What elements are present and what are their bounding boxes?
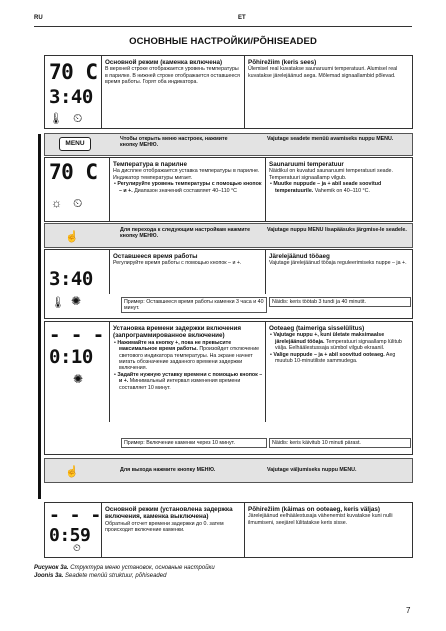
divider xyxy=(244,503,245,557)
ru-heading: Температура в парилне xyxy=(113,161,187,168)
header-rule xyxy=(34,26,412,27)
ru-bullet: Диапазон значений составляет 40–110 °C xyxy=(134,187,237,194)
et-text: Vajutage väljumiseks nuppu MENU. xyxy=(267,467,357,473)
ru-bullet-bold: Регулируйте уровень температуры с помощью кнопок – и +. xyxy=(117,181,262,194)
et-bullet: Temperatuuri signaallamp lülitub välja. Eelhäälestussaja sümbol vilgub ekraanil. xyxy=(275,338,402,352)
ru-bullet-bold: Задайте нужную уставку времени с помощью кнопок – и +. xyxy=(117,371,263,385)
ru-example: Пример: Включение каменки через 10 минут. xyxy=(121,438,267,448)
divider xyxy=(101,503,102,557)
divider xyxy=(265,250,266,294)
ru-text: На дисплее отображается уставка температуры в парилне. Индикатор температуры мигает. xyxy=(113,168,260,181)
step-open-menu xyxy=(44,133,413,156)
ru-text: Регулируйте время работы с помощью кнопок – и +. xyxy=(113,260,242,267)
block-delay-timer: - - - 0:10 ✺ Установка времени задержки включения (запрограммированное включение) • Нажимайте на кнопку +, пока не превысите максимальное время работы. Произойдет отключение светового индикатора температуры. На экране начнет мигать обозначение заданного времени задержки включения. • Задайте нужную уставку времени с помощью кнопок – и +. Минимальный интервал изменения времени составляет 10 минут. Ooteaeg (taimeriga sisselülitus) • Vajutage nuppu +, kuni ületate maksimaalse järelejäänud tööaja. Temperatuuri signaallamp lülitub välja. Eelhäälestussaja sümbol vilgub ekraanil. • Valige nuppude – ja + abil soovitud ooteaeg. Aeg muutub 10-minutiliste sammudega. Пример: Включение каменки через 10 минут. Näidis: keris käivitub 10 minuti pärast. xyxy=(44,321,413,455)
divider xyxy=(265,158,266,221)
et-heading: Saunaruumi temperatuur xyxy=(269,161,344,168)
et-text: Järelejäänud eelhäälestusaja vähenemist kuvatakse kuni nulli ilmumiseni, seejärel lülitatakse keris sisse. xyxy=(248,513,393,526)
step-next-setting xyxy=(44,223,413,248)
lang-et: ET xyxy=(238,15,246,21)
display-top: - - - xyxy=(49,505,101,526)
et-text: Vajutage järelejäänud tööaja reguleerimiseks nuppe – ja +. xyxy=(269,260,407,267)
ru-bullet: Минимальный интервал изменения времени составляет 10 минут. xyxy=(119,378,241,391)
display-bottom: 3:40 xyxy=(49,86,93,108)
hand-press-icon: ☝ xyxy=(65,231,79,243)
ru-bullet: Произойдет отключение светового индикатора температуры. На экране начнет мигать обозначение заданного времени задержки включения. xyxy=(119,346,260,372)
ru-heading: Основной режим (установлена задержка включения, каменка выключена) xyxy=(105,506,233,521)
caption-et-text: Seadete menüü struktuur, põhiseaded xyxy=(65,573,167,579)
display-bottom: 0:59 xyxy=(49,525,91,546)
et-heading: Põhirežiim (käimas on ooteaeg, keris väljas) xyxy=(248,506,380,513)
flow-line xyxy=(38,134,41,499)
block-main-mode-delay xyxy=(44,502,413,558)
caption-ru-label: Рисунок 3a. xyxy=(34,565,69,571)
divider xyxy=(109,250,110,294)
et-bullet: Aeg muutub 10-minutiliste sammudega. xyxy=(275,351,396,365)
et-text: Vajutage nuppu MENU lisapääsuks järgmise-le seadele. xyxy=(267,227,407,233)
block-temperature: 70 C ☼ ⏲ Температура в парилне На дисплее отображается уставка температуры в парилне. Индикатор температуры мигает. • Регулируйте уровень температуры с помощью кнопок – и +. Диапазон значений составляет 40–110 °C Saunaruumi temperatuur Näidikul on kuvatud saunaruumi temperatuuri seade. Temperatuuri signaallamp vilgub. • Muutke nuppude – ja + abil seade soovitud temperatuurile. Vahemik on 40–110 °C. xyxy=(44,157,413,222)
caption-ru-text: Структура меню установок, основные настройки xyxy=(70,565,215,571)
thermometer-icon: 🌡 xyxy=(49,113,63,125)
et-text: Vajutage seadete menüü avamiseks nuppu MENU. xyxy=(267,136,394,142)
lang-ru: RU xyxy=(34,15,43,21)
clock-icon: ⏲ xyxy=(73,111,83,125)
clock-icon: ⏲ xyxy=(73,196,83,210)
et-heading: Põhirežiim (keris sees) xyxy=(248,59,317,66)
caption-et-label: Joonis 3a. xyxy=(34,573,64,579)
ru-heading: Основной режим (каменка включена) xyxy=(105,59,223,66)
et-text: Ülemisel real kuvatakse saunaruumi temperatuuri. Alumisel real kuvatakse järelejäänud aega. Mõlemad signaallambid põlevad. xyxy=(248,66,398,79)
et-text: Näidikul on kuvatud saunaruumi temperatuuri seade. Temperatuuri signaallamp vilgub. xyxy=(269,168,393,181)
step-exit-menu xyxy=(44,458,413,483)
ru-bullet-bold: Нажимайте на кнопку +, пока не превысите максимальное время работы. xyxy=(117,339,232,353)
display-top: - - - xyxy=(49,324,104,346)
ru-text: Чтобы открыть меню настроек, нажмите кнопку МЕНЮ. xyxy=(120,136,228,149)
et-example: Näidis: keris töötab 3 tundi ja 40 minutit. xyxy=(269,297,411,307)
page-title: ОСНОВНЫЕ НАСТРОЙКИ/PÕHISEADED xyxy=(129,36,317,47)
page-number: 7 xyxy=(406,606,411,615)
et-heading: Järelejäänud tööaeg xyxy=(269,253,330,260)
hand-press-icon: ☝ xyxy=(65,466,79,478)
block-main-mode xyxy=(44,55,413,129)
caption-et xyxy=(34,573,166,580)
et-example: Näidis: keris käivitub 10 minuti pärast. xyxy=(269,438,411,448)
divider xyxy=(109,158,110,221)
clock-blink-icon: ✺ xyxy=(71,294,82,308)
ru-example: Пример: Оставшееся время работы каменки 3 часа и 40 минут. xyxy=(121,297,267,313)
et-bullet-bold: Valige nuppude – ja + abil soovitud ooteaeg. xyxy=(273,351,385,358)
ru-text: Для выхода нажмите кнопку МЕНЮ. xyxy=(120,467,216,473)
clock-blink-icon: ✺ xyxy=(73,372,84,386)
menu-button[interactable]: MENU xyxy=(59,137,91,151)
display-bottom: 3:40 xyxy=(49,268,93,290)
thermometer-blink-icon: ☼ xyxy=(51,196,62,210)
thermometer-icon: 🌡 xyxy=(51,297,65,309)
display-bottom: 0:10 xyxy=(49,346,93,368)
et-bullet-bold: Vajutage nuppu +, kuni ületate maksimaalse järelejäänud tööaja. xyxy=(273,332,385,345)
et-bullet-bold: Muutke nuppude – ja + abil seade soovitud temperatuurile. xyxy=(273,181,382,194)
divider xyxy=(101,56,102,128)
caption-ru xyxy=(34,565,215,572)
ru-text: В верхней строке отображается уровень температуры в парилке. В нижней строке отображается оставшееся время работы. Горят оба индикатора. xyxy=(105,66,240,86)
block-remaining-time xyxy=(44,249,413,319)
ru-text: Для перехода к следующим настройкам нажмите кнопку МЕНЮ. xyxy=(120,227,251,240)
divider xyxy=(265,322,266,422)
et-bullet: Vahemik on 40–110 °C. xyxy=(314,187,370,194)
et-heading: Ooteaeg (taimeriga sisselülitus) xyxy=(269,325,365,332)
ru-text: Обратный отсчет времени задержки до 0. затем происходит включение каменки. xyxy=(105,520,224,534)
ru-heading: Установка времени задержки включения (запрограммированное включение) xyxy=(113,325,242,340)
display-top: 70 C xyxy=(49,160,98,184)
ru-heading: Оставшееся время работы xyxy=(113,253,198,260)
divider xyxy=(244,56,245,128)
clock-icon: ⏲ xyxy=(73,543,81,554)
divider xyxy=(109,322,110,422)
display-top: 70 C xyxy=(49,60,98,84)
